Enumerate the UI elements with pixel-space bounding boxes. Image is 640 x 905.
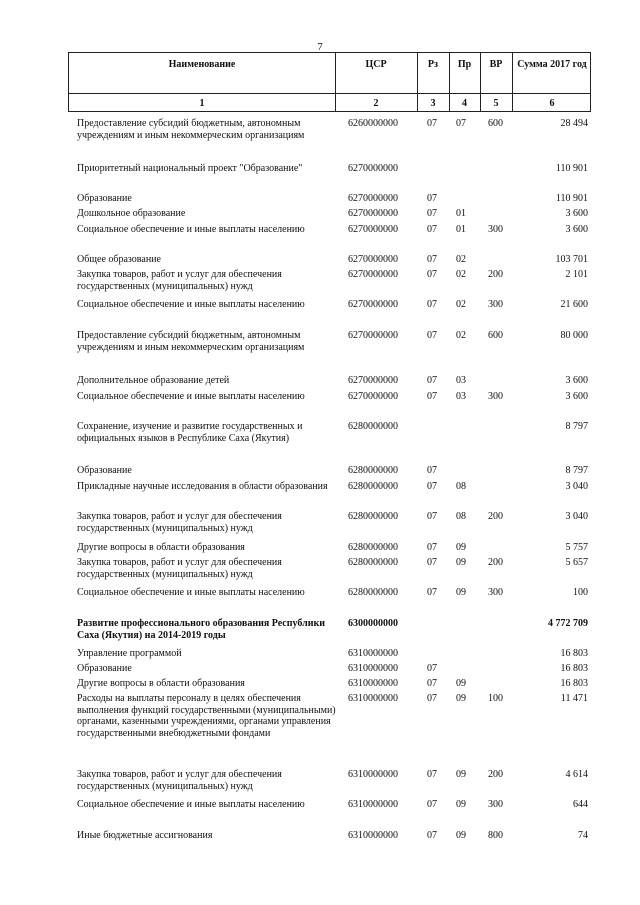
header-vr: ВР bbox=[489, 59, 503, 70]
row-pr: 03 bbox=[456, 391, 466, 402]
row-pr: 09 bbox=[456, 557, 466, 568]
row-rz: 07 bbox=[427, 557, 437, 568]
row-rz: 07 bbox=[427, 208, 437, 219]
row-rz: 07 bbox=[427, 375, 437, 386]
row-rz: 07 bbox=[427, 391, 437, 402]
row-sum: 11 471 bbox=[560, 693, 588, 704]
row-sum: 16 803 bbox=[560, 678, 588, 689]
header-num-3: 3 bbox=[430, 98, 436, 109]
row-csr: 6310000000 bbox=[348, 648, 398, 659]
row-csr: 6280000000 bbox=[348, 421, 398, 432]
row-name: Дополнительное образование детей bbox=[77, 375, 230, 386]
row-sum: 74 bbox=[578, 830, 588, 841]
row-csr: 6280000000 bbox=[348, 557, 398, 568]
row-sum: 8 797 bbox=[565, 421, 588, 432]
row-sum: 644 bbox=[573, 799, 588, 810]
row-csr: 6310000000 bbox=[348, 693, 398, 704]
row-rz: 07 bbox=[427, 587, 437, 598]
row-sum: 3 040 bbox=[565, 511, 588, 522]
row-csr: 6310000000 bbox=[348, 769, 398, 780]
row-name: Иные бюджетные ассигнования bbox=[77, 830, 213, 841]
row-name: Предоставление субсидий бюджетным, автономным учреждениям и иным некоммерческим организациям bbox=[77, 330, 305, 353]
header-name: Наименование bbox=[168, 59, 236, 70]
row-name: Социальное обеспечение и иные выплаты населению bbox=[77, 587, 305, 598]
row-csr: 6310000000 bbox=[348, 830, 398, 841]
header-num-2: 2 bbox=[373, 98, 379, 109]
row-name: Образование bbox=[77, 663, 132, 674]
row-pr: 02 bbox=[456, 299, 466, 310]
row-rz: 07 bbox=[427, 693, 437, 704]
row-rz: 07 bbox=[427, 663, 437, 674]
row-pr: 01 bbox=[456, 208, 466, 219]
row-csr: 6280000000 bbox=[348, 542, 398, 553]
header-num-6: 6 bbox=[549, 98, 555, 109]
header-num-5: 5 bbox=[493, 98, 499, 109]
row-sum: 8 797 bbox=[565, 465, 588, 476]
row-name: Образование bbox=[77, 193, 132, 204]
row-sum: 3 040 bbox=[565, 481, 588, 492]
row-csr: 6270000000 bbox=[348, 391, 398, 402]
row-vr: 200 bbox=[488, 269, 503, 280]
row-rz: 07 bbox=[427, 330, 437, 341]
row-name: Сохранение, изучение и развитие государственных и официальных языков в Республике Саха (Якутия) bbox=[77, 421, 303, 444]
row-vr: 300 bbox=[488, 391, 503, 402]
row-vr: 600 bbox=[488, 330, 503, 341]
row-rz: 07 bbox=[427, 678, 437, 689]
row-sum: 110 901 bbox=[555, 163, 588, 174]
row-csr: 6310000000 bbox=[348, 799, 398, 810]
row-name: Социальное обеспечение и иные выплаты населению bbox=[77, 799, 305, 810]
row-name: Расходы на выплаты персоналу в целях обеспечения выполнения функций государственными (муниципальными) органами, казенными учреждениями, органами управления государственными внебюджетными фондами bbox=[77, 693, 336, 739]
row-name: Социальное обеспечение и иные выплаты населению bbox=[77, 299, 305, 310]
row-rz: 07 bbox=[427, 269, 437, 280]
row-pr: 02 bbox=[456, 269, 466, 280]
row-vr: 300 bbox=[488, 299, 503, 310]
row-csr: 6270000000 bbox=[348, 208, 398, 219]
row-csr: 6270000000 bbox=[348, 254, 398, 265]
row-pr: 09 bbox=[456, 799, 466, 810]
row-sum: 5 657 bbox=[565, 557, 588, 568]
header-num-4: 4 bbox=[462, 98, 467, 109]
row-csr: 6270000000 bbox=[348, 375, 398, 386]
row-sum: 4 772 709 bbox=[548, 618, 588, 629]
row-name: Социальное обеспечение и иные выплаты населению bbox=[77, 391, 305, 402]
row-rz: 07 bbox=[427, 799, 437, 810]
row-name: Приоритетный национальный проект "Образование" bbox=[77, 163, 303, 174]
page-number: 7 bbox=[317, 41, 323, 53]
row-name: Дошкольное образование bbox=[77, 208, 186, 219]
row-pr: 07 bbox=[456, 118, 466, 129]
row-sum: 3 600 bbox=[565, 391, 588, 402]
row-rz: 07 bbox=[427, 481, 437, 492]
row-name: Управление программой bbox=[77, 648, 182, 659]
row-csr: 6300000000 bbox=[348, 618, 398, 629]
row-rz: 07 bbox=[427, 511, 437, 522]
row-csr: 6310000000 bbox=[348, 663, 398, 674]
row-vr: 200 bbox=[488, 769, 503, 780]
row-sum: 28 494 bbox=[560, 118, 588, 129]
row-pr: 09 bbox=[456, 678, 466, 689]
row-csr: 6280000000 bbox=[348, 465, 398, 476]
row-pr: 09 bbox=[456, 587, 466, 598]
row-sum: 100 bbox=[573, 587, 588, 598]
row-name: Закупка товаров, работ и услуг для обеспечения государственных (муниципальных) нужд bbox=[77, 557, 282, 580]
row-sum: 16 803 bbox=[560, 663, 588, 674]
header-sum: Сумма 2017 год bbox=[517, 59, 587, 70]
row-pr: 08 bbox=[456, 511, 466, 522]
row-csr: 6280000000 bbox=[348, 511, 398, 522]
row-pr: 02 bbox=[456, 330, 466, 341]
row-csr: 6270000000 bbox=[348, 163, 398, 174]
row-pr: 09 bbox=[456, 542, 466, 553]
row-sum: 16 803 bbox=[560, 648, 588, 659]
row-name: Социальное обеспечение и иные выплаты населению bbox=[77, 224, 305, 235]
row-csr: 6280000000 bbox=[348, 481, 398, 492]
row-name: Общее образование bbox=[77, 254, 161, 265]
table-header bbox=[68, 52, 591, 112]
row-vr: 600 bbox=[488, 118, 503, 129]
row-name: Закупка товаров, работ и услуг для обеспечения государственных (муниципальных) нужд bbox=[77, 511, 282, 534]
row-csr: 6270000000 bbox=[348, 193, 398, 204]
row-pr: 09 bbox=[456, 693, 466, 704]
row-sum: 4 614 bbox=[565, 769, 588, 780]
row-sum: 5 757 bbox=[565, 542, 588, 553]
row-rz: 07 bbox=[427, 830, 437, 841]
row-name: Образование bbox=[77, 465, 132, 476]
row-rz: 07 bbox=[427, 299, 437, 310]
header-divider bbox=[69, 93, 590, 94]
header-csr: ЦСР bbox=[365, 59, 387, 70]
row-name: Прикладные научные исследования в области образования bbox=[77, 481, 328, 492]
row-name: Другие вопросы в области образования bbox=[77, 678, 245, 689]
row-rz: 07 bbox=[427, 254, 437, 265]
row-csr: 6270000000 bbox=[348, 224, 398, 235]
row-vr: 300 bbox=[488, 799, 503, 810]
row-sum: 3 600 bbox=[565, 208, 588, 219]
row-rz: 07 bbox=[427, 224, 437, 235]
row-csr: 6270000000 bbox=[348, 299, 398, 310]
header-num-1: 1 bbox=[199, 98, 205, 109]
row-sum: 3 600 bbox=[565, 375, 588, 386]
row-pr: 09 bbox=[456, 769, 466, 780]
row-vr: 100 bbox=[488, 693, 503, 704]
row-pr: 09 bbox=[456, 830, 466, 841]
row-name: Развитие профессионального образования Республики Саха (Якутия) на 2014-2019 годы bbox=[77, 618, 326, 641]
row-name: Предоставление субсидий бюджетным, автономным учреждениям и иным некоммерческим организациям bbox=[77, 118, 305, 141]
row-pr: 01 bbox=[456, 224, 466, 235]
row-rz: 07 bbox=[427, 465, 437, 476]
row-csr: 6260000000 bbox=[348, 118, 398, 129]
row-rz: 07 bbox=[427, 769, 437, 780]
row-csr: 6280000000 bbox=[348, 587, 398, 598]
row-vr: 300 bbox=[488, 224, 503, 235]
row-vr: 800 bbox=[488, 830, 503, 841]
row-sum: 103 701 bbox=[555, 254, 588, 265]
row-csr: 6270000000 bbox=[348, 269, 398, 280]
row-name: Закупка товаров, работ и услуг для обеспечения государственных (муниципальных) нужд bbox=[77, 769, 282, 792]
row-sum: 3 600 bbox=[565, 224, 588, 235]
row-vr: 200 bbox=[488, 511, 503, 522]
row-name: Закупка товаров, работ и услуг для обеспечения государственных (муниципальных) нужд bbox=[77, 269, 282, 292]
row-pr: 02 bbox=[456, 254, 466, 265]
row-rz: 07 bbox=[427, 193, 437, 204]
header-pr: Пр bbox=[457, 59, 472, 70]
row-csr: 6270000000 bbox=[348, 330, 398, 341]
row-sum: 2 101 bbox=[565, 269, 588, 280]
row-sum: 21 600 bbox=[560, 299, 588, 310]
header-rz: Рз bbox=[427, 59, 439, 70]
row-sum: 110 901 bbox=[555, 193, 588, 204]
row-pr: 08 bbox=[456, 481, 466, 492]
row-vr: 300 bbox=[488, 587, 503, 598]
row-rz: 07 bbox=[427, 542, 437, 553]
row-pr: 03 bbox=[456, 375, 466, 386]
row-name: Другие вопросы в области образования bbox=[77, 542, 245, 553]
row-rz: 07 bbox=[427, 118, 437, 129]
row-csr: 6310000000 bbox=[348, 678, 398, 689]
row-vr: 200 bbox=[488, 557, 503, 568]
row-sum: 80 000 bbox=[560, 330, 588, 341]
